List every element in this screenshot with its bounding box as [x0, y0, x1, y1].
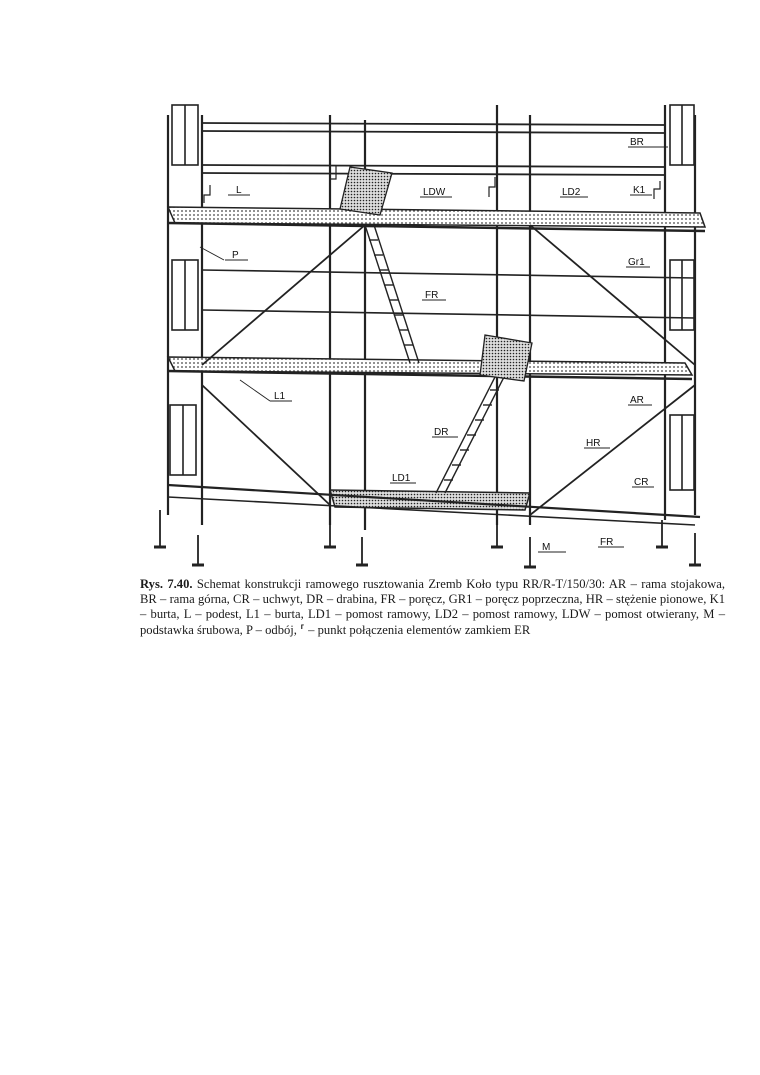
label-ld2: LD2 — [562, 187, 581, 198]
label-fr-bottom: FR — [600, 537, 614, 548]
label-gr1: Gr1 — [628, 257, 645, 268]
scaffolding-diagram — [140, 85, 730, 585]
mid-guardrails — [202, 270, 695, 318]
label-fr-top: FR — [425, 290, 439, 301]
figure-caption — [140, 577, 725, 638]
label-k1: K1 — [633, 185, 646, 196]
label-ar: AR — [630, 395, 644, 406]
top-guardrails — [202, 123, 665, 175]
part-labels — [232, 137, 648, 553]
label-ld1: LD1 — [392, 473, 411, 484]
label-m: M — [542, 542, 551, 553]
label-hr: HR — [586, 438, 601, 449]
label-l1: L1 — [274, 391, 286, 402]
label-dr: DR — [434, 427, 449, 438]
screw-jacks — [154, 510, 701, 567]
caption-text: Schemat konstrukcji ramowego rusztowania Zremb Koło typu RR/R-T/150/30: AR – rama stojakowa, BR – rama górna, CR – uchwyt, DR – drabina, FR – poręcz, GR1 – poręcz poprzeczna, HR – stężenie pionowe, K1 – burta, L – podest, L1 – burta, LD1 – pomost ramowy, LD2 – pomost ramowy, LDW – pomost otwierany, M – podstawka śrubowa, P – odbój, ⸢ – punkt połączenia elementów zamkiem ER — [140, 577, 725, 637]
label-br: BR — [630, 137, 644, 148]
caption-lead: Rys. 7.40. — [140, 577, 193, 591]
label-cr: CR — [634, 477, 649, 488]
label-ldw: LDW — [423, 187, 446, 198]
label-p: P — [232, 250, 239, 261]
label-l: L — [236, 185, 242, 196]
decks — [168, 207, 705, 525]
